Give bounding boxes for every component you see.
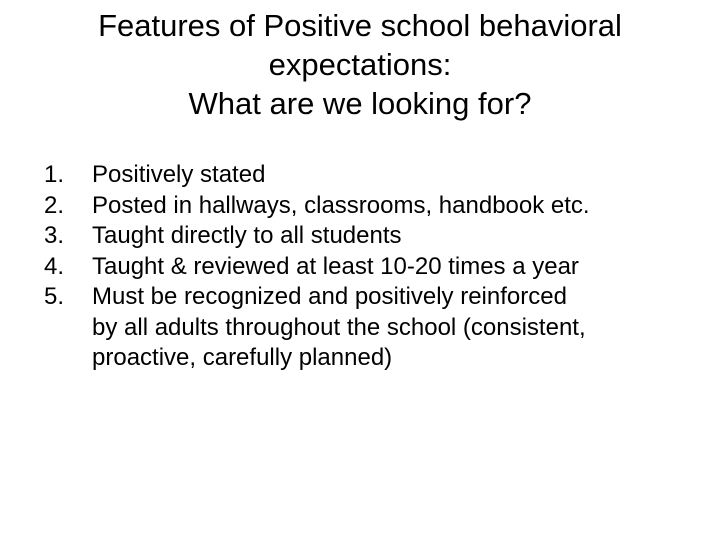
item-text bbox=[92, 160, 704, 191]
list-item bbox=[44, 282, 704, 374]
item-number: 2. bbox=[44, 191, 65, 219]
item-text bbox=[92, 252, 704, 283]
item-number: 1. bbox=[44, 161, 65, 188]
slide-title bbox=[0, 6, 720, 123]
item-text-line: Taught directly to all students bbox=[92, 222, 402, 249]
item-text-line: Taught & reviewed at least 10-20 times a year bbox=[92, 252, 579, 280]
item-text-line: by all adults throughout the school (consistent, bbox=[92, 313, 586, 341]
title-line: What are we looking for? bbox=[188, 86, 532, 121]
expectations-list bbox=[44, 160, 704, 374]
item-text-line: Posted in hallways, classrooms, handbook etc. bbox=[92, 191, 590, 219]
list-item bbox=[44, 160, 704, 191]
item-text-line: Positively stated bbox=[92, 161, 266, 188]
item-text-line: Must be recognized and positively reinforced bbox=[92, 283, 567, 310]
item-number: 5. bbox=[44, 283, 65, 310]
item-number: 3. bbox=[44, 222, 65, 249]
list-item bbox=[44, 252, 704, 283]
item-text bbox=[92, 282, 704, 374]
title-line: Features of Positive school behavioral bbox=[98, 8, 622, 43]
list-item bbox=[44, 221, 704, 252]
list-item bbox=[44, 191, 704, 222]
title-line: expectations: bbox=[268, 47, 452, 82]
item-text bbox=[92, 191, 704, 222]
item-text-line: proactive, carefully planned) bbox=[92, 344, 393, 371]
item-number: 4. bbox=[44, 252, 65, 280]
item-text bbox=[92, 221, 704, 252]
